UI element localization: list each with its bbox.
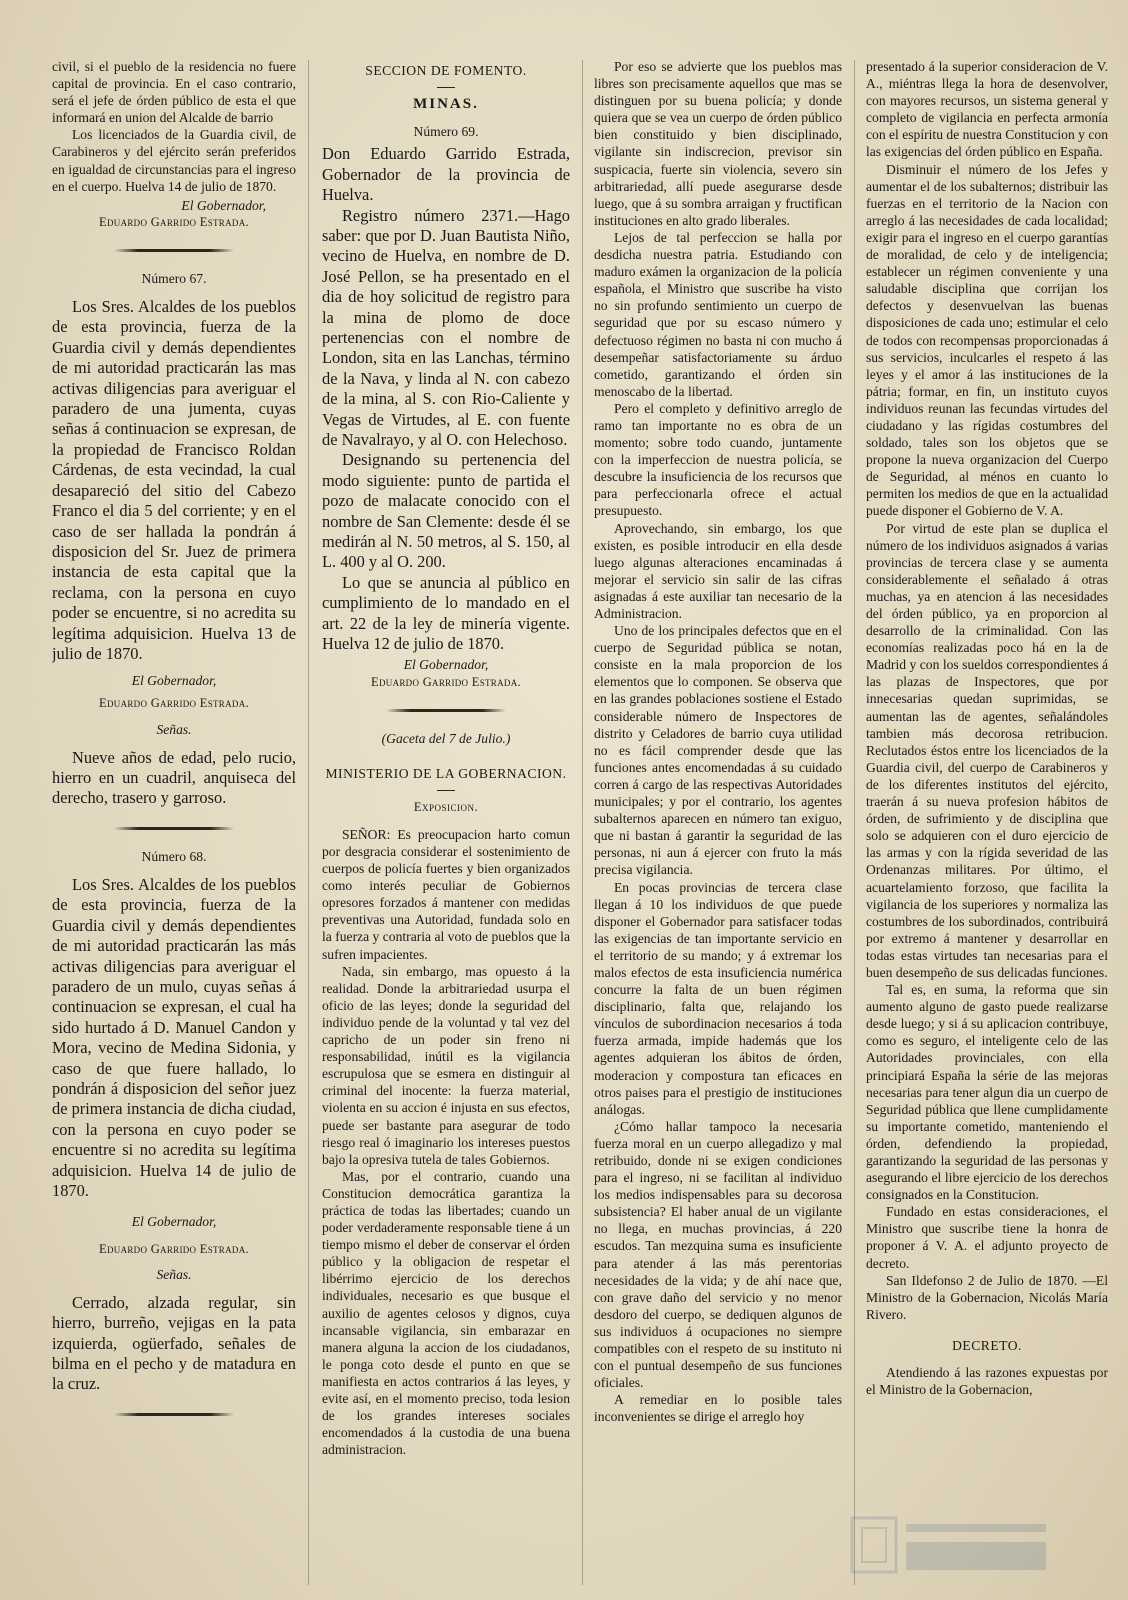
notice-body: Los Sres. Alcaldes de los pueblos de esta provincia, fuerza de la Guardia civil y demás dependientes de mi autoridad practicarán las más activas diligencias para averiguar el paradero de un mulo, cuyas señas á continuacion se expresan, el cual ha sido hurtado á D. Manuel Candon y Mora, vecino de Medina Sidonia, y caso de que fuere hallado, lo pondrán á disposicion del señor juez de primera instancia de dicha ciudad, con la persona en cuyo poder se encuentre si no acredita su legítima adquisicion. Huelva 14 de julio de 1870. (52, 874, 296, 1201)
paragraph: Atendiendo á las razones expuestas por el Ministro de la Gobernacion, (866, 1365, 1108, 1398)
paragraph: Disminuir el número de los Jefes y aumentar el de los subalternos; distribuir las fuerzas en el territorio de la Nacion con arreglo á las necesidades de cada localidad; exigir para el ingreso en el cuerpo garantías de moralidad, de celo y de inteligencia; establecer un régimen conveniente y una saludable disciplina que corrijan los defectos y desenvuelvan las buenas disposiciones de cada uno; estimular el celo de todos con recompensas proporcionadas á sus servicios, inculcarles el respeto á las leyes y el amor á las instituciones de la pátria; formar, en fin, un instituto cuyos individuos reunan las fecundas virtudes del ciudadano y las rígidas costumbres del soldado, tales son los objetos que se propone la nueva organizacion del Cuerpo de Seguridad, al ménos en cuanto lo permiten los medios de que en la actualidad puede disponer el Gobierno de V. A. (866, 161, 1108, 519)
separator (386, 709, 506, 712)
separator (114, 1413, 234, 1416)
signature-name: Eduardo Garrido Estrada. (371, 674, 521, 689)
paragraph: Pero el completo y definitivo arreglo de ramo tan importante no es obra de un momento; sobre todo cuando, juntamente con la imperfeccion de nuestra policía, se descubre la insuficiencia de los recursos que para perfeccionarla ofrece el actual presupuesto. (594, 400, 842, 519)
column-1 (52, 58, 296, 1588)
paragraph: Aprovechando, sin embargo, los que existen, es posible introducir en ella desde luego algunas alteraciones encaminadas á mejorar el servicio sin salir de las cifras asignadas á este auxiliar tan necesario de la Administracion. (594, 520, 842, 621)
subsection-title: MINAS. (413, 96, 479, 113)
paragraph: Los licenciados de la Guardia civil, de Carabineros y del ejército serán preferidos en igualdad de circunstancias para el ingreso en el cuerpo. Huelva 14 de julio de 1870. (52, 127, 296, 194)
column-rule (582, 60, 583, 1585)
notice-heading: Don Eduardo Garrido Estrada, Gobernador de la provincia de Huelva. (322, 144, 570, 205)
signature-name: Eduardo Garrido Estrada. (99, 214, 249, 229)
signature-title: El Gobernador, (403, 657, 489, 673)
paragraph: civil, si el pueblo de la residencia no fuere capital de provincia. En el caso contrario, será el jefe de órden público de esta el que informará en union del Alcalde de barrio (52, 59, 296, 126)
paragraph: presentado á la superior consideracion de V. A., miéntras llega la hora de desenvolver, con mayores recursos, un sistema general y completo de vigilancia en perfecta armonía con el espíritu de nuestra Constitucion y con las exigencias del órden público en España. (866, 59, 1108, 160)
paragraph: A remediar en lo posible tales inconvenientes se dirige el arreglo hoy (594, 1392, 842, 1425)
paragraph: ¿Cómo hallar tampoco la necesaria fuerza moral en un cuerpo allegadizo y mal retribuido, donde ni se exigen condiciones para el ingreso, ni se facilitan al individuo los medios indispensables para su decorosa subsistencia? El haber anual de un vigilante no llega, en muchas provincias, á 220 escudos. Tan mezquina suma es insuficiente para atender á las más perentorias necesidades de la vida; y de ahí nace que, con grave daño del servicio y no menor desdoro del cuerpo, se dediquen algunos de sus individuos á ocupaciones no siempre compatibles con el respeto de su instituto ni con el puntual desempeño de sus funciones oficiales. (594, 1118, 842, 1391)
senas-body: Nueve años de edad, pelo rucio, hierro en un cuadril, anquiseca del derecho, trasero y garroso. (52, 747, 296, 808)
signature-title: El Gobernador, (131, 673, 217, 689)
paragraph: SEÑOR: Es preocupacion harto comun por desgracia considerar el sostenimiento de cuerpos de policía fuertes y bien organizados como interés peculiar de Gobiernos opresores forzados á mantener con medidas preventivas una Autoridad, fundada solo en la fuerza y contraria al voto de pueblos que la sufren impacientes. (322, 826, 570, 962)
paragraph: En pocas provincias de tercera clase llegan á 10 los individuos de que puede disponer el Gobernador para satisfacer todas las exigencias de tan importante servicio en el territorio de su mando; y á extremar los malos efectos de esta insuficiencia numérica concurre la falta de un buen régimen disciplinario, falta que, relajando los vínculos de subordinacion necesarios á toda fuerza armada, impide hademás que los agentes adquieran los ábitos de órden, moderacion y compostura tan eficaces en otros paises para el prestigio de instituciones análogas. (594, 879, 842, 1117)
column-2 (322, 58, 570, 1588)
notice-number: Número 69. (413, 124, 479, 140)
separator (437, 87, 455, 88)
decreto-heading: DECRETO. (952, 1337, 1022, 1353)
notice-body: Lo que se anuncia al público en cumplimiento de lo mandado en el art. 22 de la ley de minería vigente. Huelva 12 de julio de 1870. (322, 572, 570, 654)
paragraph: Mas, por el contrario, cuando una Constitucion democrática garantiza la práctica de todas las libertades; cuando un poder verdaderamente responsable tiene á un tiempo mismo el deber de conservar el órden público y la obligacion de respetar el libérrimo ejercicio de los derechos individuales, necesario es que busque el auxilio de agentes celosos y dignos, cuya incansable vigilancia, sin embarazar en manera alguna la accion de los ciudadanos, le ponga coto desde el punto en que se manifiesta en actos contrarios á las leyes, y evite así, en el momento preciso, toda lesion de los grandes intereses sociales encomendados á la custodia de una buena administracion. (322, 1168, 570, 1458)
section-title: SECCION DE FOMENTO. (365, 63, 527, 78)
paragraph: Fundado en estas consideraciones, el Ministro que suscribe tiene la honra de proponer á V. A. el adjunto proyecto de decreto. (866, 1204, 1108, 1271)
notice-body: Los Sres. Alcaldes de los pueblos de esta provincia, fuerza de la Guardia civil y demás dependientes de mi autoridad practicarán las mas activas diligencias para averiguar el paradero de una jumenta, cuyas señas á continuacion se expresan, de la propiedad de Francisco Roldan Cárdenas, de esta vecindad, la cual desapareció del sitio del Cabezo Franco el dia 5 del corriente; y en el caso de ser hallada la pondrán á disposicion del Sr. Juez de primera instancia de esta capital que la reclama, con la persona en cuyo poder se encuentre, si no acredita su legítima adquisicion. Huelva 13 de julio de 1870. (52, 297, 296, 663)
signature-name: Eduardo Garrido Estrada. (99, 1241, 249, 1256)
ministry-title: MINISTERIO DE LA GOBERNACION. (325, 765, 567, 781)
column-rule (854, 60, 855, 1585)
paragraph: Tal es, en suma, la reforma que sin aumento alguno de gasto puede realizarse desde luego; y si á su aplicacion contribuye, como es seguro, el inteligente celo de las Autoridades provinciales, con ella principiará España la série de las mejoras necesarias para tener algun dia un cuerpo de Seguridad pública que llene cumplidamente su importante cometido, manteniendo el órden, defendiendo la propiedad, garantizando la seguridad de las personas y asegurando el libre ejercicio de los derechos consignados en la Constitucion. (866, 982, 1108, 1203)
notice-number: Número 67. (141, 270, 207, 286)
paragraph: Por eso se advierte que los pueblos mas libres son precisamente aquellos que mas se distinguen por su buena policía; y donde quiera que se vea un cuerpo de órden público bien constituido y bien disciplinado, vigilante sin indiscrecion, previsor sin suspicacia, fuerte sin violencia, severo sin arbitrariedad, allí puede asegurarse desde luego, que á su sombra arraigan y fructifican instituciones en alto grado liberales. (594, 59, 842, 228)
separator (114, 249, 234, 252)
gaceta-note: (Gaceta del 7 de Julio.) (381, 730, 511, 746)
exposicion-heading: Exposicion. (413, 799, 479, 814)
separator (114, 827, 234, 830)
column-rule (308, 60, 309, 1585)
notice-body: Registro número 2371.—Hago saber: que por D. Juan Bautista Niño, vecino de Huelva, en nombre de D. José Pellon, se ha presentado en el dia de hoy solicitud de registro para la mina de plomo de doce pertenencias con el nombre de London, sita en las Lanchas, término de la Nava, y linda al N. con cabezo de la mina, al S. con Rio-Caliente y Vegas de Virtudes, al E. con fuente de Navalrayo, y al O. con Helechoso. (322, 205, 570, 449)
senas-heading: Señas. (156, 721, 192, 737)
senas-heading: Señas. (156, 1266, 192, 1282)
paragraph: Uno de los principales defectos que en el cuerpo de Seguridad pública se notan, consiste en la mala proporcion de los elementos que lo componen. Se observa que en las grandes poblaciones sostiene el Estado considerable número de Inspectores de distrito y Celadores de barrio cuya utilidad no es fácil comprender desde que las funciones antes encomendadas á su cuidado corren á cargo de las respectivas Autoridades municipales; y por el contrario, los agentes subalternos aparecen en número tan exiguo, que ni bastan á garantir la seguridad de las personas, ni aun á ejercer con fruto la más precisa vigilancia. (594, 623, 842, 878)
signature-title: El Gobernador, (131, 1214, 217, 1230)
notice-body: Designando su pertenencia del modo siguiente: punto de partida el pozo de malacate conocido con el nombre de San Clemente: desde él se medirán al N. 50 metros, al S. 150, al L. 400 y al O. 200. (322, 450, 570, 572)
signature-title: El Gobernador, (181, 197, 266, 213)
column-4 (866, 58, 1108, 1588)
separator (437, 790, 455, 791)
signature-name: Eduardo Garrido Estrada. (99, 696, 249, 711)
paragraph: Nada, sin embargo, mas opuesto á la realidad. Donde la arbitrariedad usurpa el oficio de las leyes; donde la seguridad del individuo pende de la voluntad y tal vez del capricho de un poder sin freno ni responsabilidad, inútil es la vigilancia escrupulosa que se esmera en distinguir al criminal del inocente: la fuerza material, violenta en su accion é injusta en sus efectos, puede ser bastante para asegurar de todo riesgo real ó imaginario los intereses puestos bajo la opresiva tutela de tales Gobiernos. (322, 963, 570, 1167)
paragraph: Por virtud de este plan se duplica el número de los individuos asignados á varias provincias de tercera clase y se aumenta considerablemente el señalado á otras muchas, ya en atencion á las necesidades del órden público, ya en proporcion al desarrollo de la criminalidad. Con las economías realizadas poco há en la de Madrid y con los sueldos correspondientes á las plazas de Inspectores, que por innecesarias quedan suprimidas, se aumentan las de agentes, señalándoles tambien más decorosa retribucion. Reclutados éstos entre los licenciados de la Guardia civil, del cuerpo de Carabineros y de los diferentes institutos del ejército, traerán á su nueva profesion hábitos de órden, de sufrimiento y de disciplina que solo se adquieren con el duro ejercicio de las armas y con la rígida severidad de las Ordenanzas militares. Por último, el acuartelamiento forzoso, que facilita la vigilancia de los superiores y normaliza las costumbres de los subordinados, contribuirá por extremo á mantener y desarrollar en todas estas virtudes tan necesarias para el buen desempeño de sus delicadas funciones. (866, 520, 1108, 980)
notice-number: Número 68. (141, 848, 207, 864)
paragraph: San Ildefonso 2 de Julio de 1870. —El Ministro de la Gobernacion, Nicolás María Rivero. (866, 1272, 1108, 1322)
column-3 (594, 58, 842, 1588)
paragraph: Lejos de tal perfeccion se halla por desdicha nuestra patria. Estudiando con maduro exámen la organizacion de la policía española, el Ministro que suscribe ha visto no sin profundo sentimiento un cuerpo de seguridad que por su escaso número y defectuoso régimen no basta ni con mucho á desempeñar satisfactoriamente su árduo cometido, garantizando el órden sin menoscabo de la libertad. (594, 229, 842, 399)
senas-body: Cerrado, alzada regular, sin hierro, burreño, vejigas en la pata izquierda, ogüerfado, señales de bilma en el pecho y de matadura en la cruz. (52, 1292, 296, 1394)
